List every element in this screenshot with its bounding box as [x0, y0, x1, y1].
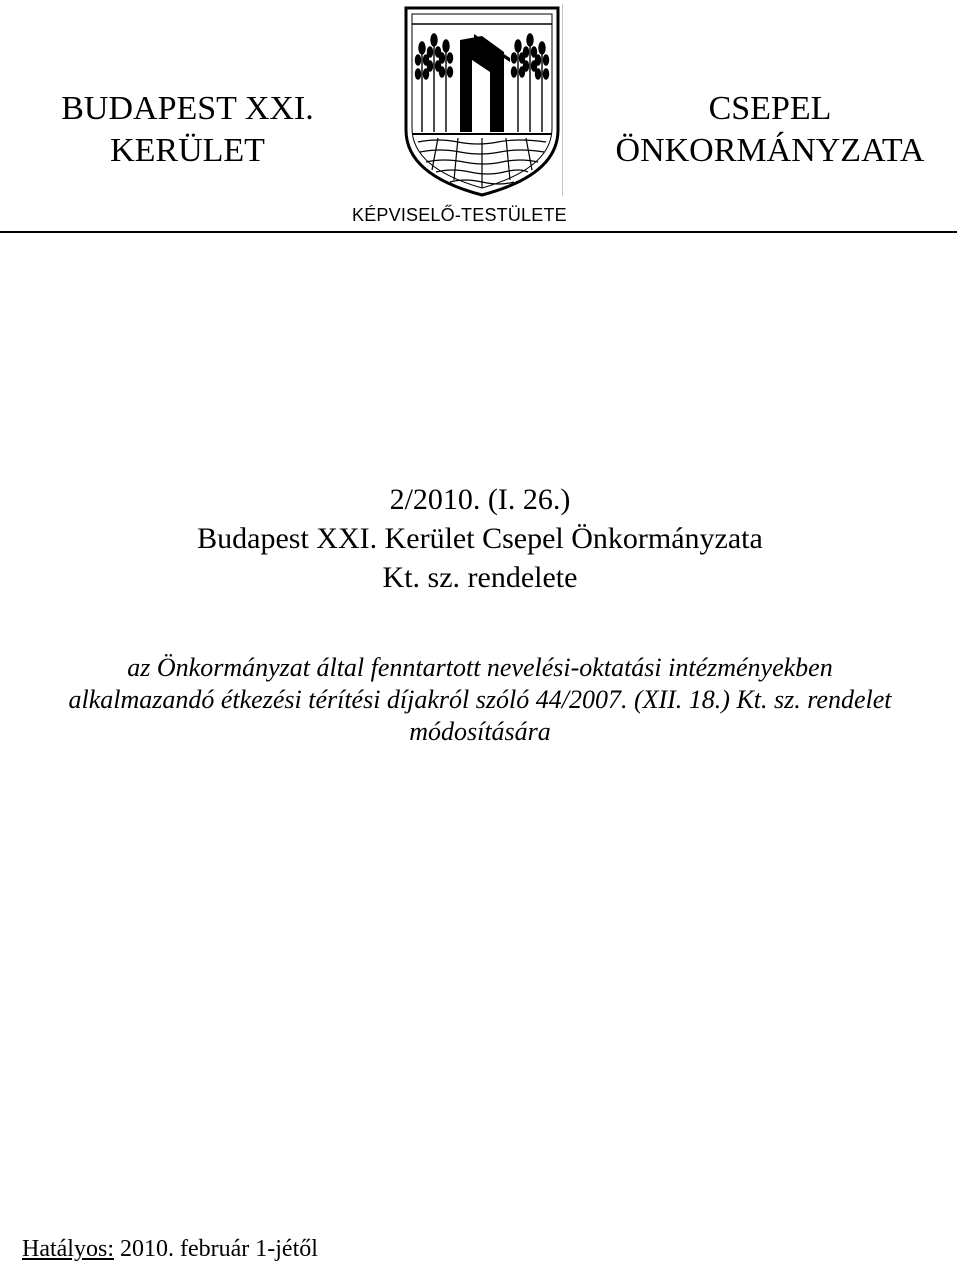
header-left-line2: KERÜLET: [110, 132, 265, 169]
subject-line3: módosítására: [409, 717, 551, 746]
decree-subject: [0, 652, 960, 748]
decree-title: [0, 480, 960, 597]
effective-value: 2010. február 1-jétől: [113, 1236, 318, 1262]
coat-of-arms-icon: [398, 0, 566, 198]
municipality-name-left: [40, 88, 335, 172]
subject-line2: alkalmazandó étkezési térítési díjakról szóló 44/2007. (XII. 18.) Kt. sz. rendelet: [68, 685, 892, 714]
council-name: KÉPVISELŐ-TESTÜLETE: [352, 205, 567, 225]
header-divider: [0, 231, 957, 233]
subject-line1: az Önkormányzat által fenntartott nevelési-oktatási intézményekben: [127, 653, 833, 682]
effective-date: [22, 1234, 318, 1264]
decree-issuer: Budapest XXI. Kerület Csepel Önkormányzata: [197, 522, 763, 555]
header-right-line2: ÖNKORMÁNYZATA: [615, 132, 925, 169]
decree-kind: Kt. sz. rendelete: [382, 561, 578, 594]
header-left-line1: BUDAPEST XXI.: [61, 90, 314, 127]
effective-label: Hatályos:: [22, 1236, 114, 1262]
header-vertical-divider: [562, 4, 563, 196]
decree-number: 2/2010. (I. 26.): [389, 483, 571, 516]
header-right-line1: CSEPEL: [708, 90, 832, 127]
municipality-name-right: [580, 88, 960, 172]
